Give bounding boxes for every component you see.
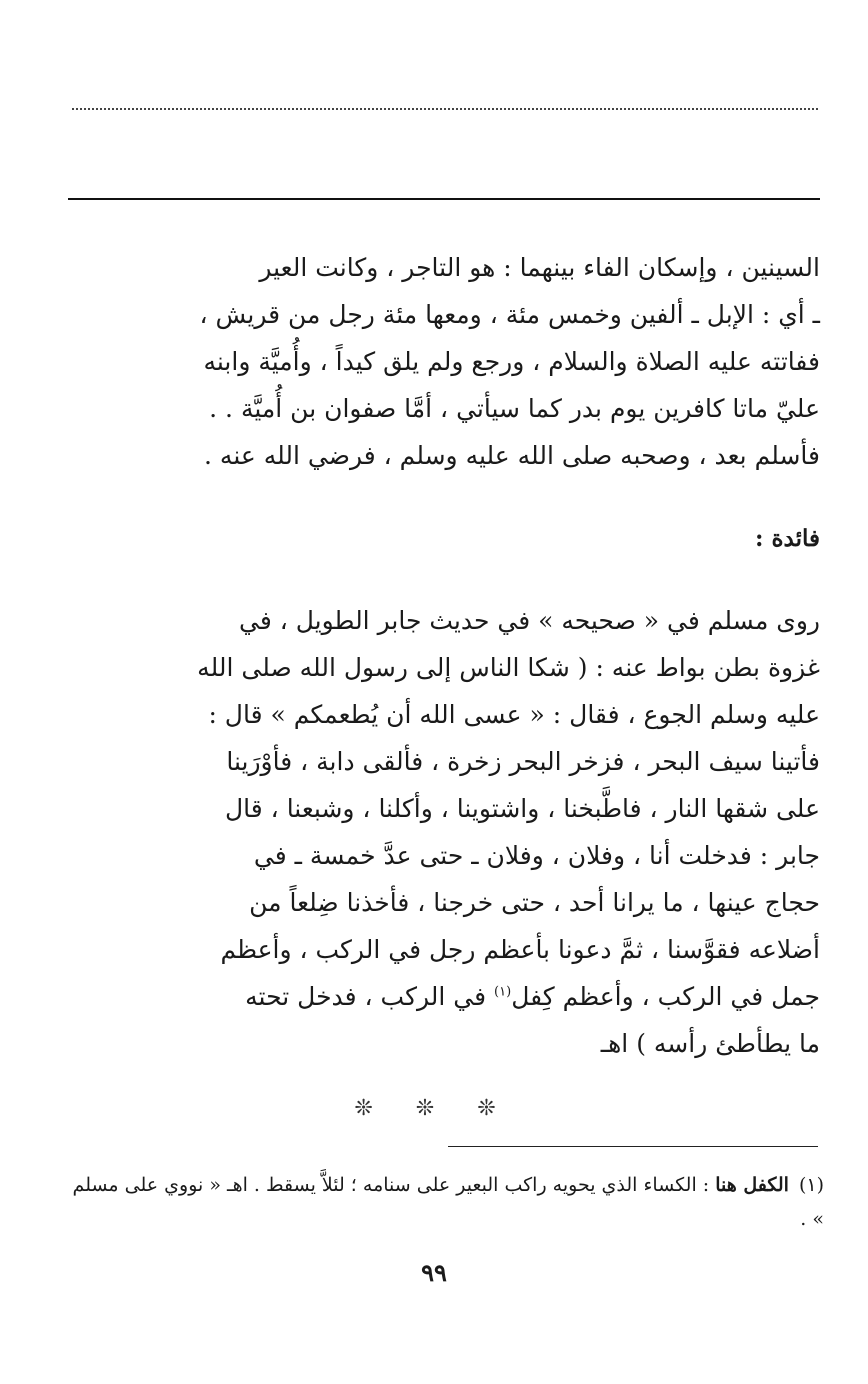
paragraph-hadith xyxy=(197,597,820,1067)
section-heading: فائدة : xyxy=(754,525,820,552)
footnote-term: الكفل هنا xyxy=(715,1174,789,1196)
paragraph-continuation xyxy=(199,244,820,479)
text-line: عليه وسلم الجوع ، فقال : « عسى الله أن يُطعمكم » قال : xyxy=(208,700,820,729)
header-solid-rule xyxy=(68,198,820,200)
text-line xyxy=(245,973,820,1020)
page-number: ٩٩ xyxy=(421,1258,447,1287)
text-line: السينين ، وإسكان الفاء بينهما : هو التاجر ، وكانت العير xyxy=(259,253,820,282)
text-line: ما يطأطئ رأسه ) اهـ xyxy=(600,1029,820,1058)
text-line: فأسلم بعد ، وصحبه صلى الله عليه وسلم ، فرضي الله عنه . xyxy=(204,441,820,470)
text-line: غزوة بطن بواط عنه : ( شكا الناس إلى رسول الله صلى الله xyxy=(197,653,820,682)
text-line: عليّ ماتا كافرين يوم بدر كما سيأتي ، أمَّا صفوان بن أُميَّة . . xyxy=(209,394,820,423)
footnote-rule xyxy=(448,1146,818,1147)
footnote-reference[interactable]: (١) xyxy=(494,984,512,1000)
text-line: ففاتته عليه الصلاة والسلام ، ورجع ولم يلق كيداً ، وأُميَّة وابنه xyxy=(203,347,820,376)
footnote xyxy=(72,1168,824,1236)
footnote-text: : الكساء الذي يحويه راكب البعير على سنامه ؛ لئلاَّ يسقط . اهـ « نووي على مسلم » . xyxy=(72,1174,824,1230)
text-line: حجاج عينها ، ما يرانا أحد ، حتى خرجنا ، فأخذنا ضِلعاً من xyxy=(249,888,820,917)
text-segment: في الركب ، فدخل تحته xyxy=(245,982,495,1011)
text-line: روى مسلم في « صحيحه » في حديث جابر الطويل ، في xyxy=(239,606,820,635)
text-segment: جمل في الركب ، وأعظم كِفل xyxy=(511,982,820,1011)
text-line: جابر : فدخلت أنا ، وفلان ، وفلان ـ حتى عدَّ خمسة ـ في xyxy=(253,841,820,870)
text-line: على شقها النار ، فاطَّبخنا ، واشتوينا ، وأكلنا ، وشبعنا ، قال xyxy=(225,794,820,823)
text-line: ـ أي : الإبل ـ ألفين وخمس مئة ، ومعها مئة رجل من قريش ، xyxy=(199,300,820,329)
text-line: فأتينا سيف البحر ، فزخر البحر زخرة ، فألقى دابة ، فأوْرَينا xyxy=(226,747,820,776)
footnote-marker: (١) xyxy=(798,1174,824,1196)
header-dotted-rule xyxy=(72,108,818,110)
section-separator-stars: ❊ ❊ ❊ xyxy=(354,1096,514,1121)
text-line: أضلاعه فقوَّسنا ، ثمَّ دعونا بأعظم رجل في الركب ، وأعظم xyxy=(220,935,820,964)
